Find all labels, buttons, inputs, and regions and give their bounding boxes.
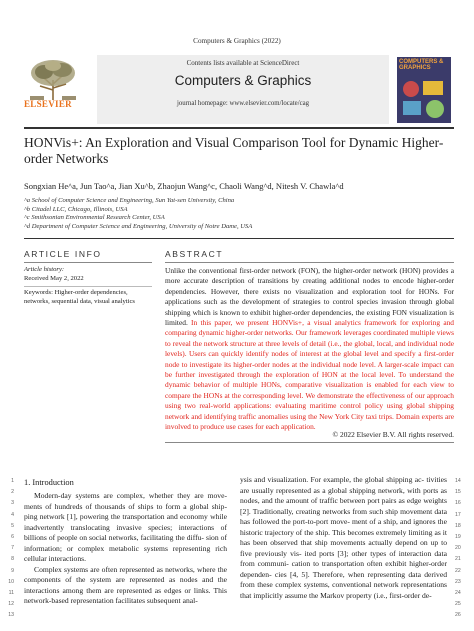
line-number: 17 — [455, 511, 461, 518]
line-number: 11 — [8, 590, 14, 596]
line-number: 5 — [11, 522, 14, 529]
affiliations — [24, 197, 454, 231]
body-line: Modern-day systems are complex, whether they are move- — [34, 491, 227, 500]
line-number: 24 — [455, 590, 461, 596]
body-line: the components of the system are represented as nodes and — [24, 564, 227, 584]
body-line: these complex systems, conventional network representations — [257, 580, 448, 589]
line-number: 8 — [11, 556, 14, 563]
journal-name: Computers & Graphics — [174, 73, 312, 88]
body-line: cation to transportation often exhibit higher-order dependen- — [240, 559, 448, 579]
body-line: This network-based representation facilitates subsequent anal- — [24, 585, 227, 605]
affiliation-a: ^a School of Computer Science and Engineering, Sun Yat-sen University, China — [24, 197, 235, 204]
line-number: 23 — [455, 578, 461, 585]
abstract-heading: ABSTRACT — [165, 249, 224, 259]
body-line: of billions of people on social networks, facilitating the diffu- — [24, 522, 227, 542]
body-line: Complex systems are often represented as networks, where — [34, 564, 216, 574]
elsevier-wordmark: ELSEVIER — [24, 99, 72, 109]
introduction-heading: 1. Introduction — [24, 478, 74, 487]
line-number: 26 — [455, 612, 461, 619]
body-line: ping network [1], powering the transportation and economy — [24, 512, 208, 521]
line-number: 12 — [8, 601, 14, 608]
body-line: This becomes extremely limiting as it has been observed that — [240, 527, 447, 547]
body-line: sion of information; or complex metabolic systems representing — [24, 533, 227, 553]
line-number: 9 — [11, 567, 14, 574]
body-line: ited ports [3]; other types of interaction data from communi- — [240, 548, 447, 568]
line-number: 4 — [11, 511, 14, 518]
body-line: such ship movement data has followed the port-to-port move- — [240, 506, 447, 526]
line-number: 7 — [11, 545, 14, 552]
line-number: 25 — [455, 601, 461, 608]
body-line: that implicitly assume the Markov property (i.e., first-order de- — [240, 590, 432, 600]
body-line: ship movements actually depend on up to five previously vis- — [240, 538, 448, 558]
body-line: ments of hundreds of thousands of ships to form a global ship- — [24, 501, 227, 511]
body-line: rich cellular interactions. — [24, 543, 227, 563]
received-date: Received May 2, 2022 — [24, 275, 84, 282]
line-number: 19 — [455, 534, 461, 540]
journal-cover-image — [397, 57, 451, 123]
header-rule — [24, 127, 454, 129]
line-number: 6 — [11, 534, 14, 540]
line-number: 2 — [11, 489, 14, 496]
body-line: ysis and visualization. For example, the global shipping ac- — [240, 475, 424, 484]
affiliation-b: ^b Citadel LLC, Chicago, Illinois, USA — [24, 205, 128, 213]
line-number: 1 — [11, 478, 14, 484]
copyright-notice: © 2022 Elsevier B.V. All rights reserved. — [332, 430, 454, 439]
journal-homepage: journal homepage: www.elsevier.com/locate/cag — [176, 100, 310, 107]
history-rule — [24, 286, 152, 287]
body-line: tivities are usually represented as a global shipping network, — [240, 475, 447, 495]
line-number: 13 — [8, 612, 14, 619]
journal-reference: Computers & Graphics (2022) — [193, 37, 281, 45]
article-title: HONVis+: An Exploration and Visual Comparison Tool for Dynamic Higher-order Networks — [24, 135, 444, 166]
body-line: cies [4, 5]. Therefore, when representing data derived from — [240, 569, 447, 589]
body-line: with ports as nodes, and the amount of traffic between port — [240, 485, 448, 505]
abstract-rule — [165, 262, 454, 263]
body-line: ment of a ship, and ignores the historic trajectory of the ship. — [240, 517, 447, 537]
article-info-heading: ARTICLE INFO — [24, 249, 102, 259]
abstract-text — [165, 266, 454, 433]
keywords: Keywords: Higher-order dependencies, networks, sequential data, visual analytics — [24, 289, 135, 305]
line-number: 15 — [455, 489, 461, 496]
article-info-rule — [24, 262, 152, 263]
body-line: while inadvertently translocating invasive species; interactions — [24, 512, 227, 532]
section-rule — [24, 238, 454, 239]
line-number: 14 — [455, 478, 461, 484]
affiliation-d: ^d Department of Computer Science and Engineering, University of Notre Dame, USA — [24, 222, 253, 230]
contents-line: Contents lists available at ScienceDirect — [186, 59, 300, 67]
line-number: 18 — [455, 522, 461, 529]
author-list: Songxian He^a, Jun Tao^a, Jian Xu^b, Zhaojun Wang^c, Chaoli Wang^d, Nitesh V. Chawla^d — [24, 181, 344, 191]
intro-paragraph-1 — [24, 491, 227, 565]
cover-title: COMPUTERS & GRAPHICS — [399, 59, 444, 71]
abstract-black-text: Unlike the conventional first-order network (FON), the higher-order network (HON) provides a more accurate description of transitions by creating additional nodes to encode higher-order dependencies. However, there exists no visualization and exploration tool for HONs. For applications such as the development of strategies to control species invasion through global shipping which is known to exhibit higher-order dependencies, the existing FON visualization is limited. — [165, 266, 454, 328]
line-number: 20 — [455, 545, 461, 552]
intro-paragraph-2 — [24, 565, 227, 607]
affiliation-c: ^c Smithsonian Environmental Research Center, USA — [24, 214, 165, 222]
intro-left-column — [24, 491, 227, 607]
intro-paragraph-2-continued — [240, 475, 447, 601]
line-number: 3 — [11, 500, 14, 507]
line-number: 22 — [455, 567, 461, 574]
line-number: 10 — [8, 578, 14, 585]
abstract-bottom-rule — [165, 442, 454, 443]
line-number: 16 — [455, 500, 461, 507]
intro-right-column — [240, 475, 447, 601]
body-line: the interactions among them are represented as edges or links. — [24, 575, 227, 595]
line-number: 21 — [455, 556, 461, 563]
abstract-highlighted-text: In this paper, we present HONVis+, a visual analytics framework for exploring and comparing dynamic higher-order networks. Our framework leverages coordinated multiple views to reveal the network structure at three levels of detail (i.e., the global, local, and individual node levels). Users can quickly identify nodes of interest at the global level and specify a first-order node to investigate its higher-order nodes at the individual node level. A larger-scale impact can be further investigated through the exploration of HON at the local level. To understand the dynamic behavior of multiple HONs, comparative visualization is enabled for each view to compare the HONs at the corresponding level. We demonstrate the effectiveness of our approach using two real-world applications: evaluating maritime control policy using global shipping network and identifying traffic anomalies using the New York City taxi trips. Domain experts are involved to produce use cases for each application. — [165, 318, 454, 432]
body-line: pairs as edge weights [2]. Traditionally, creating networks from — [240, 496, 447, 516]
history-label: Article history: — [24, 266, 65, 273]
